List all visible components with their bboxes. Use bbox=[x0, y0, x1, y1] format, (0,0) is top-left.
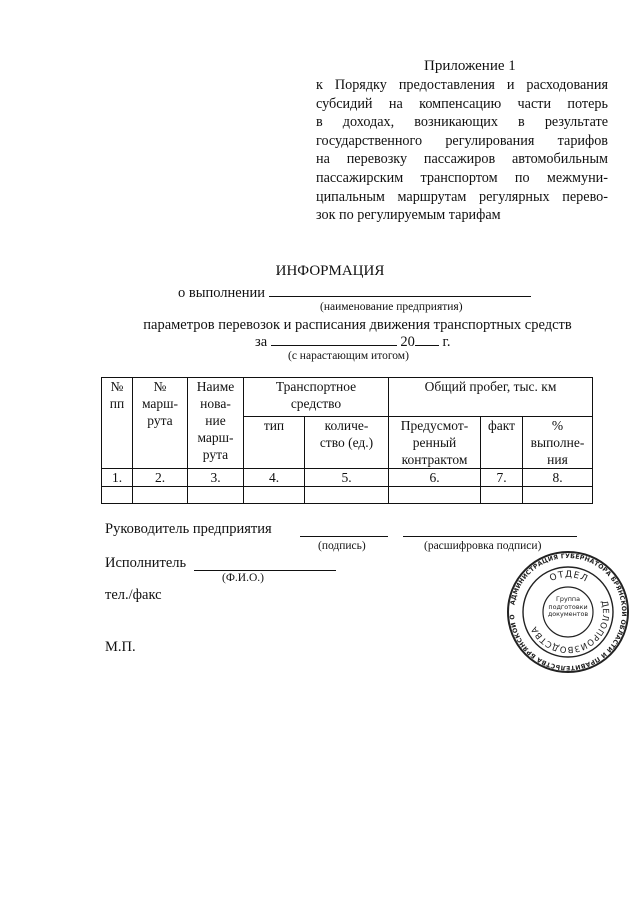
table-row-numbers bbox=[102, 469, 593, 487]
header-route-name: Наиме нова- ние марш- рута bbox=[188, 378, 244, 469]
header-num: № пп bbox=[102, 378, 133, 469]
decode-caption: (расшифровка подписи) bbox=[424, 540, 542, 552]
seal-label: М.П. bbox=[105, 639, 136, 655]
subject-line: параметров перевозок и расписания движения транспортных средств bbox=[143, 317, 572, 333]
appendix-line: пассажирским транспортом по межмуни- bbox=[316, 169, 608, 186]
appendix-line: в доходах, возникающих в результате bbox=[316, 114, 608, 131]
appendix-line: государственного регулирования тарифов bbox=[316, 132, 608, 149]
appendix-line: ципальным маршрутам регулярных перево- bbox=[316, 188, 608, 205]
appendix-title: Приложение 1 bbox=[424, 58, 516, 74]
period-caption: (с нарастающим итогом) bbox=[288, 350, 409, 362]
report-table bbox=[101, 377, 593, 504]
year-suffix: г. bbox=[442, 334, 451, 350]
year-prefix: 20 bbox=[400, 334, 415, 350]
fio-caption: (Ф.И.О.) bbox=[222, 572, 264, 584]
col-number: 6. bbox=[389, 469, 481, 487]
header-percent: % выполне- ния bbox=[523, 417, 593, 469]
enterprise-caption: (наименование предприятия) bbox=[320, 301, 463, 313]
header-mileage: Общий пробег, тыс. км bbox=[389, 378, 593, 417]
header-vehicle: Транспортное средство bbox=[244, 378, 389, 417]
period-blank[interactable] bbox=[271, 333, 397, 346]
col-number: 5. bbox=[305, 469, 389, 487]
year-blank[interactable] bbox=[415, 333, 439, 346]
header-route-num: № марш- рута bbox=[133, 378, 188, 469]
executor-blank[interactable] bbox=[194, 558, 336, 571]
svg-text:ОТДЕЛ bbox=[548, 570, 589, 585]
sign-caption: (подпись) bbox=[318, 540, 366, 552]
executor-label: Исполнитель bbox=[105, 555, 187, 571]
appendix-line: зок по регулируемым тарифам bbox=[316, 207, 501, 224]
phone-label: тел./факс bbox=[105, 587, 162, 603]
stamp-ring-word: ДЕЛОПРОИЗВОДСТВА bbox=[529, 599, 611, 655]
appendix-body bbox=[316, 76, 608, 225]
appendix-line: субсидий на компенсацию части потерь bbox=[316, 95, 608, 112]
document-title: ИНФОРМАЦИЯ bbox=[275, 263, 385, 279]
appendix-line: к Порядку предоставления и расходования bbox=[316, 77, 608, 93]
col-number: 7. bbox=[481, 469, 523, 487]
header-qty: количе- ство (ед.) bbox=[305, 417, 389, 469]
col-number: 2. bbox=[133, 469, 188, 487]
about-line bbox=[178, 284, 531, 302]
col-number: 3. bbox=[188, 469, 244, 487]
stamp-outer-text: АДМИНИСТРАЦИЯ ГУБЕРНАТОРА БРЯНСКОЙ ОБЛАСТИ И ПРАВИТЕЛЬСТВА БРЯНСКОЙ О bbox=[508, 552, 628, 672]
header-planned: Предусмот- ренный контрактом bbox=[389, 417, 481, 469]
enterprise-blank[interactable] bbox=[269, 284, 531, 297]
period-prefix: за bbox=[255, 334, 268, 350]
header-fact: факт bbox=[481, 417, 523, 469]
office-stamp bbox=[506, 550, 630, 679]
stamp-graphic bbox=[506, 550, 630, 674]
col-number: 4. bbox=[244, 469, 305, 487]
period-line bbox=[255, 333, 450, 351]
table-row[interactable] bbox=[102, 487, 593, 504]
signature-blank[interactable] bbox=[300, 524, 388, 537]
header-type: тип bbox=[244, 417, 305, 469]
col-number: 8. bbox=[523, 469, 593, 487]
appendix-line: на перевозку пассажиров автомобильным bbox=[316, 151, 608, 168]
col-number: 1. bbox=[102, 469, 133, 487]
stamp-center-text: Группа подготовки документов bbox=[547, 596, 589, 619]
about-prefix: о выполнении bbox=[178, 285, 265, 301]
decode-blank[interactable] bbox=[403, 524, 577, 537]
head-label: Руководитель предприятия bbox=[105, 521, 272, 537]
stamp-top-word: ОТДЕЛ bbox=[548, 569, 590, 585]
